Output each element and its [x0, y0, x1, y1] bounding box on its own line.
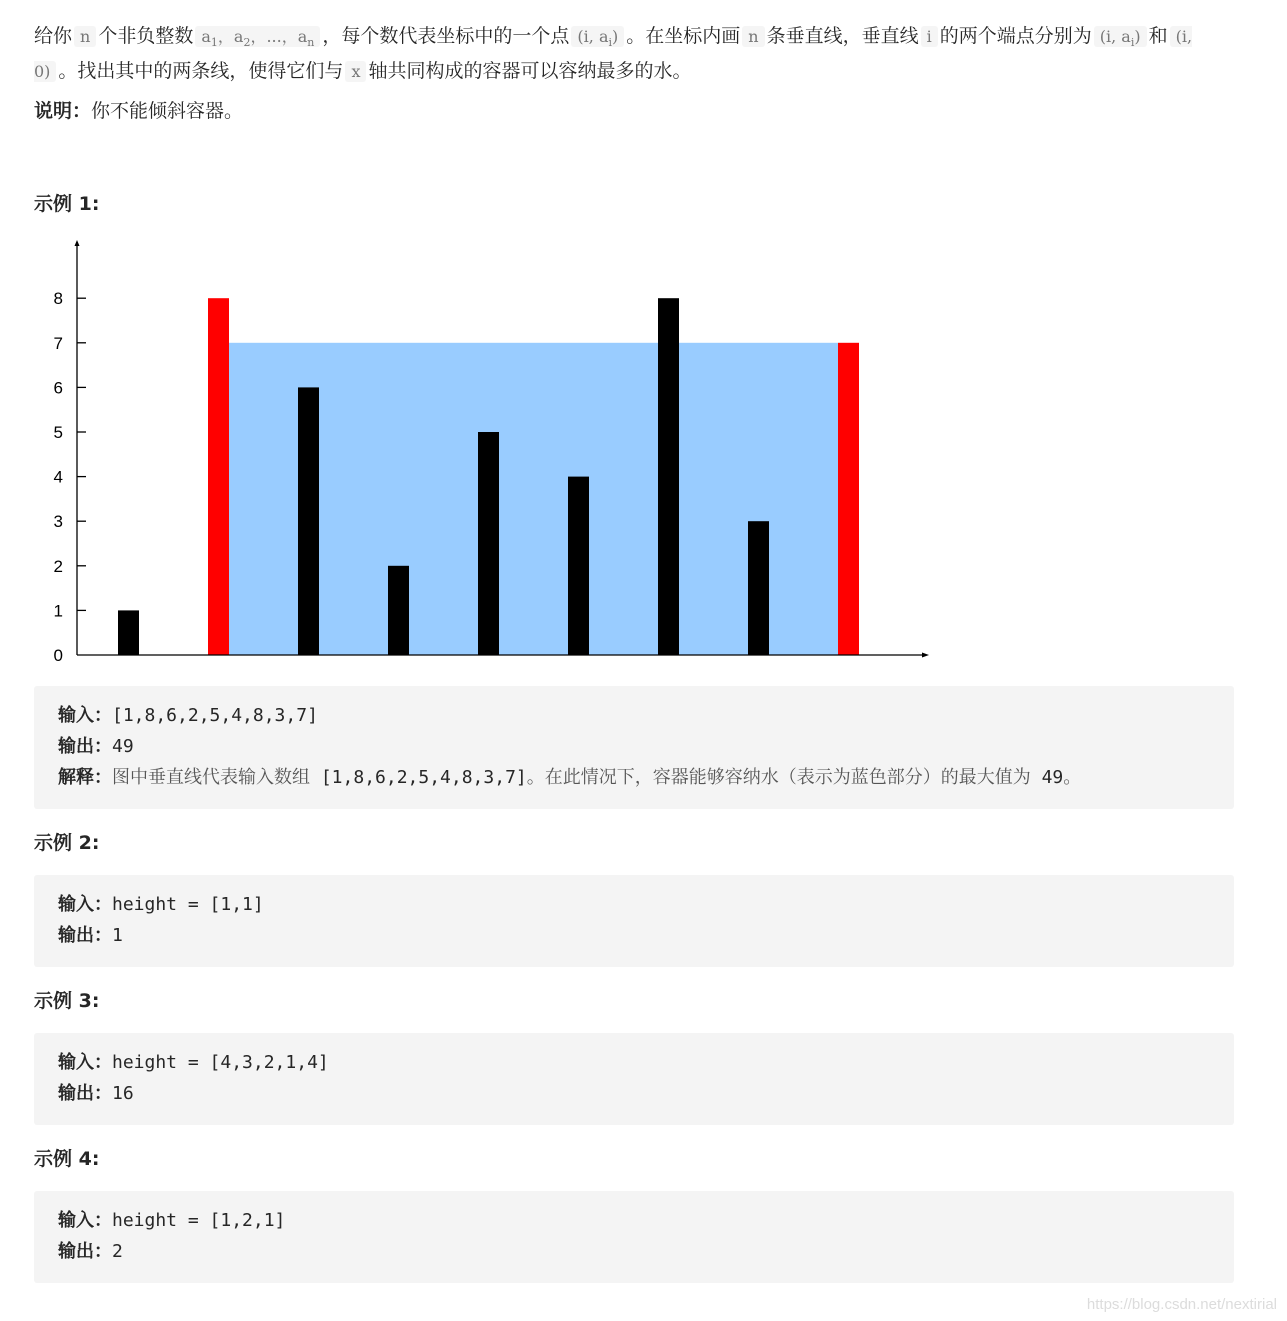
- desc-text: 轴共同构成的容器可以容纳最多的水。: [368, 60, 692, 83]
- height-bar: [388, 566, 409, 655]
- note-text: 你不能倾斜容器。: [91, 100, 244, 122]
- inline-code-endpoint-zero: (i, 0): [34, 27, 1193, 82]
- example-4-heading: 示例 4:: [34, 1148, 100, 1170]
- input-value: [1,8,6,2,5,4,8,3,7]: [112, 705, 318, 726]
- explain-text: 图中垂直线代表输入数组: [112, 767, 310, 788]
- y-tick-label: 5: [53, 423, 63, 442]
- example-3-output-line: [58, 1078, 1210, 1109]
- seq-sep: ，: [217, 27, 234, 46]
- example-4-input-line: [58, 1205, 1210, 1236]
- example-3-heading: 示例 3:: [34, 990, 100, 1012]
- example-1-code-block: [34, 686, 1234, 809]
- inline-code-n: n: [74, 26, 96, 47]
- desc-text: 条垂直线，垂直线: [766, 25, 919, 47]
- example-4-code-block: [34, 1191, 1234, 1283]
- inline-code-endpoint: [1094, 26, 1147, 50]
- example-2-output-line: [58, 920, 1210, 951]
- example-2-code-block: [34, 875, 1234, 967]
- explain-array: [1,8,6,2,5,4,8,3,7]: [320, 767, 527, 788]
- y-tick-label: 8: [53, 289, 63, 309]
- height-bar: [298, 387, 319, 655]
- note: [34, 98, 243, 124]
- point-open: (i,: [577, 27, 594, 46]
- height-bar: [568, 477, 589, 655]
- inline-code-n: n: [742, 26, 764, 47]
- seq-a1-sub: 1: [210, 36, 218, 50]
- seq-dots: ...，: [266, 27, 298, 46]
- y-tick-label: 3: [53, 512, 63, 532]
- seq-a2-sub: 2: [243, 36, 251, 50]
- endpoint-sub: i: [1130, 36, 1135, 50]
- y-tick-label: 7: [53, 333, 63, 353]
- explain-value: 49: [1041, 767, 1064, 788]
- seq-an: a: [297, 27, 308, 46]
- input-value: height = [4,3,2,1,4]: [112, 1052, 329, 1073]
- input-value: height = [1,1]: [112, 894, 264, 915]
- height-bar: [658, 298, 679, 655]
- example-1-input-line: [58, 700, 1210, 731]
- example-2-input-line: [58, 889, 1210, 920]
- container-chart: [40, 236, 940, 666]
- x-axis-arrow: [922, 653, 929, 658]
- input-label: 输入：: [58, 705, 112, 726]
- height-bar: [118, 610, 139, 655]
- example-2-heading: 示例 2:: [34, 832, 100, 854]
- y-tick-label: 1: [53, 601, 63, 621]
- inline-code-x: x: [345, 61, 366, 82]
- output-label: 输出：: [58, 1241, 112, 1262]
- desc-text: 个非负整数: [98, 25, 194, 47]
- desc-text: ，每个数代表坐标中的一个点: [322, 25, 570, 47]
- desc-text: 和: [1148, 25, 1168, 47]
- example-3-code-block: [34, 1033, 1234, 1125]
- example-1-explain-line: [58, 762, 1210, 793]
- desc-text: 的两个端点分别为: [939, 25, 1092, 47]
- seq-an-sub: n: [307, 36, 315, 50]
- input-label: 输入：: [58, 894, 112, 915]
- y-tick-label: 0: [53, 646, 63, 665]
- output-value: 2: [112, 1241, 123, 1262]
- seq-a2: a: [233, 27, 244, 46]
- example-4-output-line: [58, 1236, 1210, 1267]
- water-area: [229, 343, 838, 655]
- height-bar: [748, 521, 769, 655]
- y-tick-label: 2: [53, 556, 63, 576]
- output-value: 16: [112, 1083, 134, 1104]
- watermark: https://blog.csdn.net/nextirial: [1086, 1296, 1277, 1313]
- explain-text: 。在此情况下，容器能够容纳水（表示为蓝色部分）的最大值为: [526, 767, 1031, 788]
- problem-description: [34, 22, 1234, 86]
- output-label: 输出：: [58, 736, 112, 757]
- example-1-output-line: [58, 731, 1210, 762]
- container-wall-bar: [838, 343, 859, 655]
- desc-text: 。找出其中的两条线，使得它们与: [58, 60, 344, 83]
- output-value: 1: [112, 925, 123, 946]
- y-axis-arrow: [75, 240, 80, 246]
- inline-code-point: [571, 26, 624, 50]
- note-label: 说明：: [34, 100, 92, 122]
- seq-sep: ，: [250, 27, 267, 46]
- endpoint-close: ): [1134, 27, 1141, 46]
- seq-a1: a: [201, 27, 211, 46]
- input-value: height = [1,2,1]: [112, 1210, 286, 1231]
- explain-end: 。: [1063, 767, 1082, 788]
- output-label: 输出：: [58, 1083, 112, 1104]
- example-1-heading: 示例 1:: [34, 193, 100, 215]
- explain-label: 解释：: [58, 767, 112, 788]
- inline-code-i: i: [921, 26, 938, 47]
- endpoint-open: (i,: [1099, 27, 1117, 46]
- desc-text: 给你: [34, 25, 73, 47]
- input-label: 输入：: [58, 1052, 112, 1073]
- input-label: 输入：: [58, 1210, 112, 1231]
- desc-text: 。在坐标内画: [626, 25, 741, 47]
- inline-code-sequence: [195, 26, 320, 50]
- example-3-input-line: [58, 1047, 1210, 1078]
- output-label: 输出：: [58, 925, 112, 946]
- output-value: 49: [112, 736, 134, 757]
- container-wall-bar: [208, 298, 229, 655]
- point-a: a: [598, 27, 609, 46]
- endpoint-a: a: [1121, 27, 1131, 46]
- point-close: ): [612, 27, 619, 46]
- y-tick-label: 6: [53, 378, 63, 398]
- point-sub: i: [608, 36, 613, 50]
- height-bar: [478, 432, 499, 655]
- y-tick-label: 4: [53, 467, 63, 487]
